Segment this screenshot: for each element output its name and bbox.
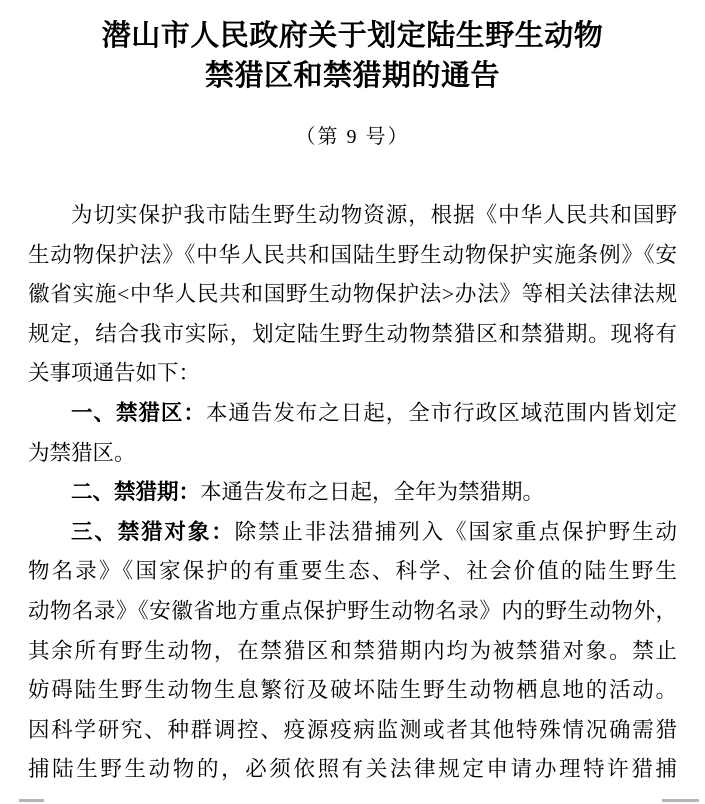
body-line-text: 本通告发布之日起，全市行政区域范围内皆划定 (205, 400, 677, 425)
body-line (28, 236, 677, 276)
body-line (28, 750, 677, 790)
body-line (28, 513, 677, 553)
body-line (28, 196, 677, 236)
page-edge-mark-left (19, 799, 44, 802)
body-line (28, 473, 677, 513)
body-line (28, 354, 677, 394)
document-body (28, 196, 677, 790)
body-line (28, 275, 677, 315)
document-title-line1: 潜山市人民政府关于划定陆生野生动物 (101, 20, 604, 52)
document-title-line2: 禁猎区和禁猎期的通告 (204, 60, 500, 92)
body-line-text: 其余所有野生动物，在禁猎区和禁猎期内均为被禁猎对象。禁止 (28, 638, 677, 663)
body-line-text: 为禁猎区。 (28, 440, 136, 465)
document-title (0, 16, 705, 96)
body-line (28, 315, 677, 355)
body-line-text: 物名录》《国家保护的有重要生态、科学、社会价值的陆生野生 (28, 559, 677, 584)
document-number: （第 9 号） (295, 126, 410, 148)
body-line (28, 434, 677, 474)
body-line-text: 关事项通告如下： (28, 361, 201, 386)
body-line (28, 394, 677, 434)
body-line (28, 552, 677, 592)
page-edge-mark-right (662, 799, 699, 802)
section-heading-1: 一、禁猎区： (71, 400, 206, 425)
body-line-text: 本通告发布之日起，全年为禁猎期。 (200, 480, 545, 505)
body-line (28, 671, 677, 711)
body-line-text: 妨碍陆生野生动物生息繁衍及破坏陆生野生动物栖息地的活动。 (28, 678, 677, 703)
section-heading-2: 二、禁猎期： (71, 480, 201, 505)
body-line (28, 592, 677, 632)
body-line-text: 为切实保护我市陆生野生动物资源，根据《中华人民共和国野 (71, 203, 677, 227)
body-line (28, 632, 677, 672)
body-line-text: 规定，结合我市实际，划定陆生野生动物禁猎区和禁猎期。现将有 (28, 321, 677, 346)
body-line-text: 动物名录》《安徽省地方重点保护野生动物名录》内的野生动物外， (28, 598, 677, 623)
body-line-text: 因科学研究、种群调控、疫源疫病监测或者其他特殊情况确需猎 (28, 717, 677, 742)
body-line-text: 捕陆生野生动物的，必须依照有关法律规定申请办理特许猎捕 (28, 757, 677, 782)
section-heading-3: 三、禁猎对象： (71, 519, 235, 544)
body-line-text: 除禁止非法猎捕列入《国家重点保护野生动 (234, 519, 677, 544)
body-line-text: 徽省实施<中华人民共和国野生动物保护法>办法》等相关法律法规 (28, 282, 677, 307)
body-line (28, 711, 677, 751)
body-line-text: 生动物保护法》《中华人民共和国陆生野生动物保护实施条例》《安 (28, 242, 677, 267)
